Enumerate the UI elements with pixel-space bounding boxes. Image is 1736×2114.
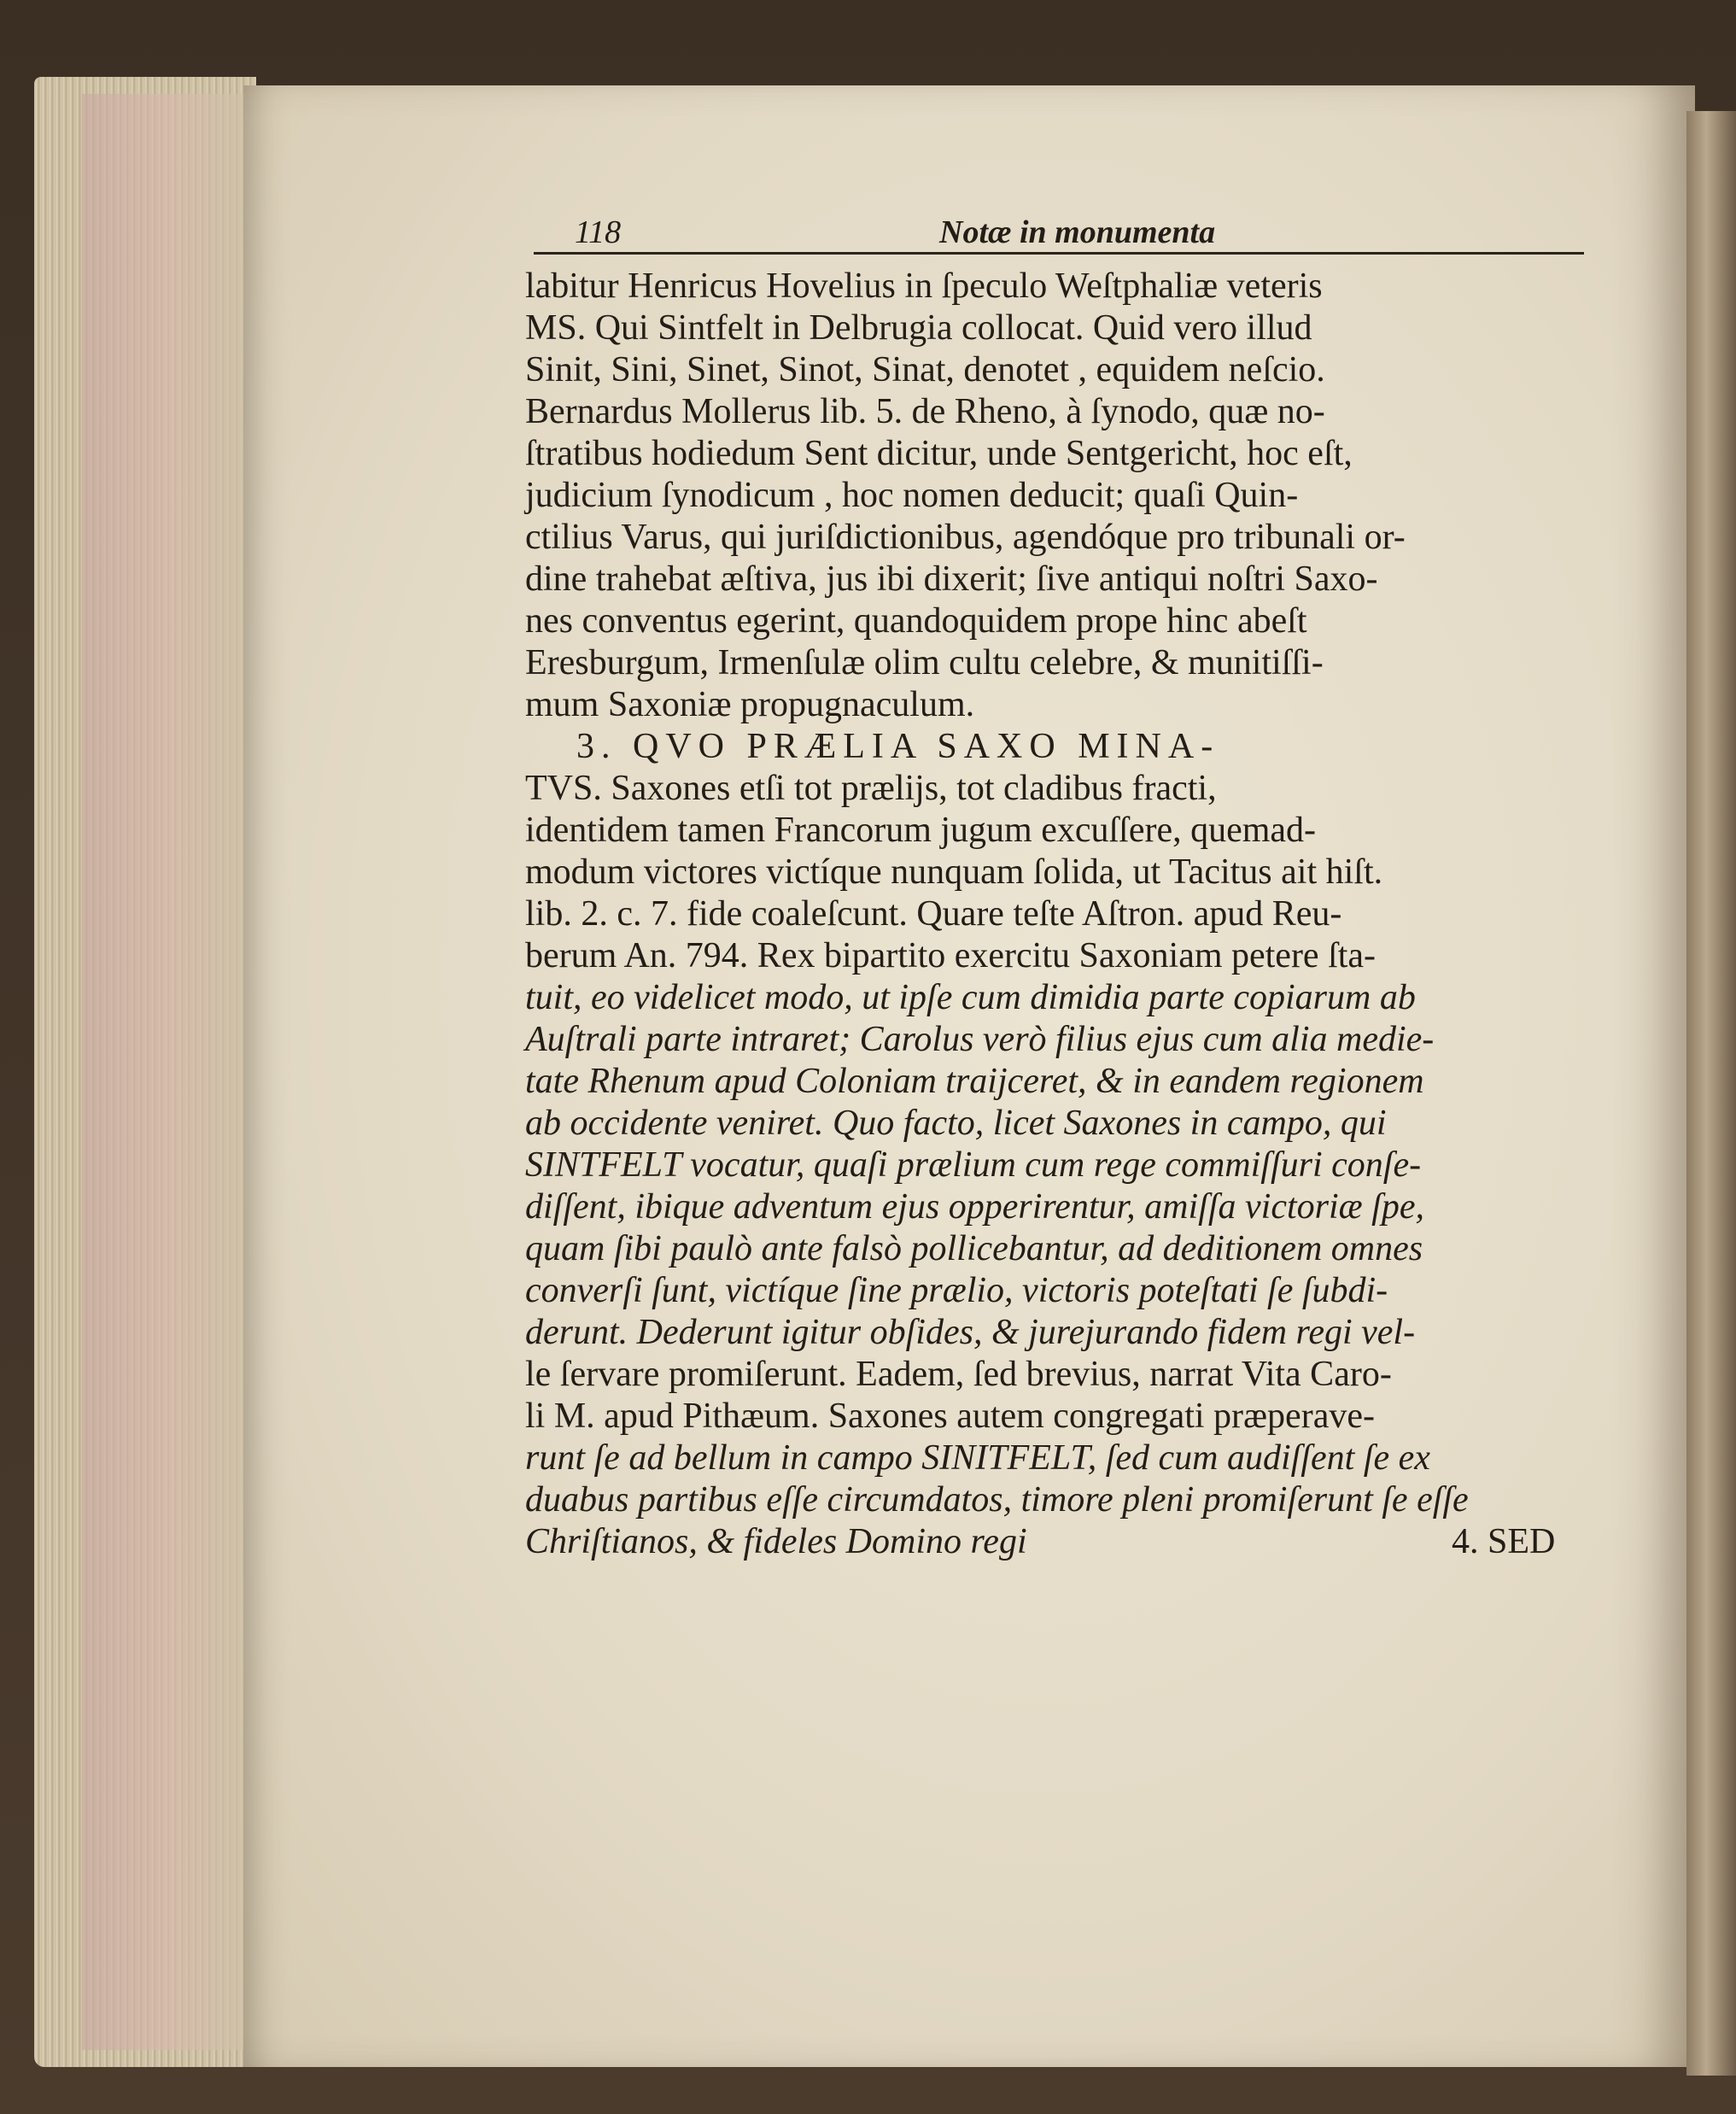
text-line: modum victores victíque nunquam ſolida, ut Tacitus ait hiſt. <box>525 852 1383 892</box>
catchword: 4. SED <box>1452 1522 1556 1561</box>
text-line: judicium ſynodicum , hoc nomen deducit; quaſi Quin- <box>525 476 1299 515</box>
text-line: berum An. 794. Rex bipartito exercitu Saxoniam petere ſta- <box>525 936 1377 975</box>
text-line: Bernardus Mollerus lib. 5. de Rheno, à ſynodo, quæ no- <box>525 392 1325 431</box>
text-line: ab occidente veniret. Quo facto, licet Saxones in campo, qui <box>525 1104 1387 1143</box>
text-line: ctilius Varus, qui juriſdictionibus, agendóque pro tribunali or- <box>525 518 1406 557</box>
text-line: le ſervare promiſerunt. Eadem, ſed brevius, narrat Vita Caro- <box>525 1355 1392 1394</box>
text-line: quam ſibi paulò ante falsò pollicebantur, ad deditionem omnes <box>525 1229 1423 1268</box>
text-line: tate Rhenum apud Coloniam traijceret, & in eandem regionem <box>525 1062 1424 1101</box>
text-line: derunt. Dederunt igitur obſides, & jurejurando fidem regi vel- <box>525 1313 1416 1352</box>
text-line: SINTFELT vocatur, quaſi prælium cum rege commiſſuri conſe- <box>525 1145 1422 1185</box>
text-line: ſtratibus hodiedum Sent dicitur, unde Sentgericht, hoc eſt, <box>525 434 1353 473</box>
text-line: Chriſtianos, & fideles Domino regi <box>525 1522 1027 1561</box>
text-line: runt ſe ad bellum in campo SINITFELT, ſed cum audiſſent ſe ex <box>525 1438 1430 1478</box>
text-line: tuit, eo videlicet modo, ut ipſe cum dimidia parte copiarum ab <box>525 978 1416 1017</box>
text-line: nes conventus egerint, quandoquidem prope hinc abeſt <box>525 601 1307 641</box>
text-line: duabus partibus eſſe circumdatos, timore pleni promiſerunt ſe eſſe <box>525 1480 1469 1520</box>
text-line: identidem tamen Francorum jugum excuſſere, quemad- <box>525 811 1317 850</box>
text-line: Auſtrali parte intraret; Carolus verò filius ejus cum alia medie- <box>525 1020 1435 1059</box>
text-line: dine trahebat æſtiva, jus ibi dixerit; ſive antiqui noſtri Saxo- <box>525 559 1378 599</box>
facing-page-edge <box>1686 111 1736 2076</box>
fore-edge-stain <box>82 94 253 2050</box>
text-line: diſſent, ibique adventum ejus opperirentur, amiſſa victoriæ ſpe, <box>525 1187 1424 1227</box>
text-line: li M. apud Pithæum. Saxones autem congregati præperave- <box>525 1397 1375 1436</box>
text-line: lib. 2. c. 7. fide coaleſcunt. Quare teſte Aſtron. apud Reu- <box>525 894 1342 934</box>
running-title: Notæ in monumenta <box>939 214 1216 250</box>
text-line: Eresburgum, Irmenſulæ olim cultu celebre, & munitiſſi- <box>525 643 1324 682</box>
text-line: Sinit, Sini, Sinet, Sinot, Sinat, denotet , equidem neſcio. <box>525 350 1325 389</box>
text-line: MS. Qui Sintfelt in Delbrugia collocat. Quid vero illud <box>525 308 1312 348</box>
page-number: 118 <box>575 214 622 250</box>
text-line: converſi ſunt, victíque ſine prælio, victoris poteſtati ſe ſubdi- <box>525 1271 1388 1310</box>
running-head <box>525 214 1593 251</box>
header-rule <box>534 252 1584 255</box>
page-text <box>525 198 1593 1736</box>
text-line: labitur Henricus Hovelius in ſpeculo Weſtphaliæ veteris <box>525 266 1323 306</box>
text-line: mum Saxoniæ propugnaculum. <box>525 685 975 724</box>
text-line: TVS. Saxones etſi tot prælijs, tot cladibus fracti, <box>525 769 1217 808</box>
section-heading: 3. QVO PRÆLIA SAXO MINA- <box>576 727 1220 766</box>
